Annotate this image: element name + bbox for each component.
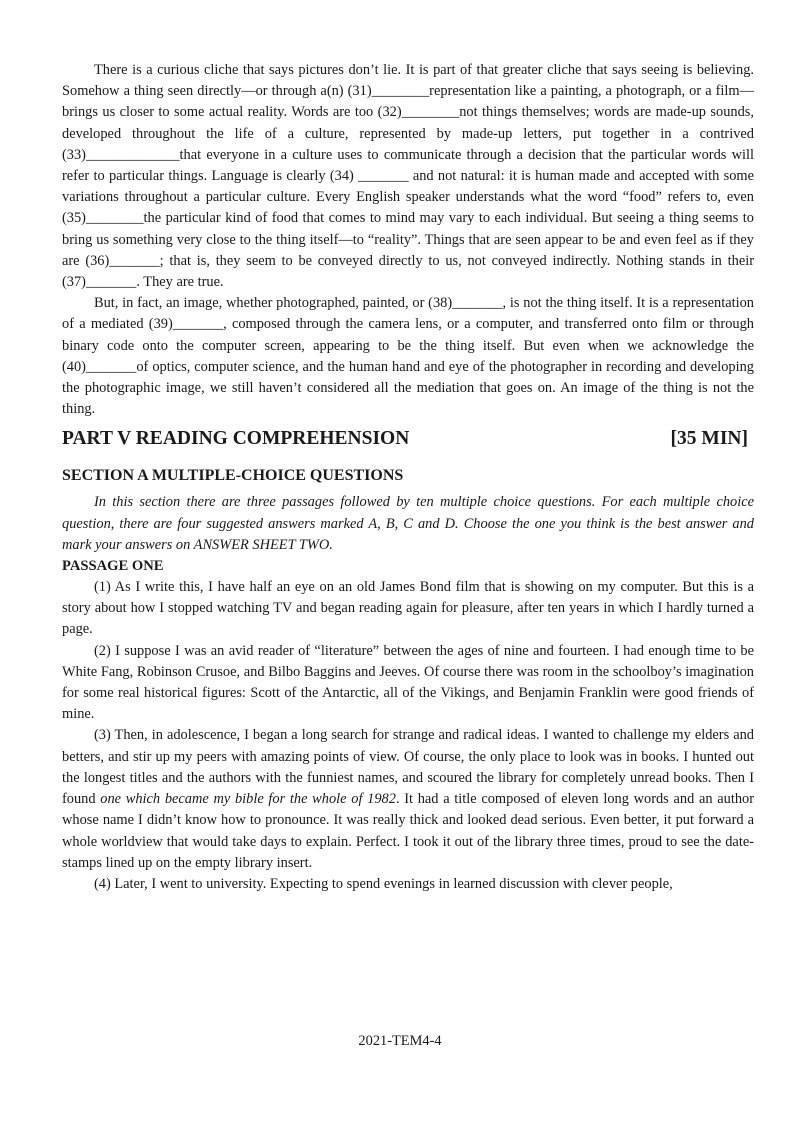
- answer-blank: ________: [371, 83, 430, 100]
- answer-blank: _______: [85, 358, 137, 375]
- section-instructions: In this section there are three passages followed by ten multiple choice questions. For each multiple choice question, there are four suggested answers marked A, B, C and D. Choose the one you think is the best answer and mark your answers on ANSWER SHEET TWO.: [62, 494, 754, 553]
- text-segment: not things themselves; words are made-up sounds, developed throughout the life of a culture, represented by made-up letters, put together in a contrived (33): [62, 104, 754, 163]
- text-segment: that everyone in a culture uses to communicate through a decision that the particular words will refer to particular things. Language is clearly (34): [62, 146, 754, 185]
- text-segment: (2) I suppose I was an avid reader of “literature” between the ages of nine and fourteen. I had enough time to be White Fang, Robinson Crusoe, and Bilbo Baggins and Jeeves. Of course there was room in the schoolboy’s imagination for some real historical figures: Scott of the Antarctic, all of the Vikings, and Benjamin Franklin were good friends of mine.: [62, 642, 754, 723]
- passage-paragraph: [62, 725, 754, 873]
- answer-blank: _______: [85, 274, 137, 291]
- exam-page: [62, 60, 754, 895]
- passage-paragraph: [62, 577, 754, 641]
- answer-blank: _______: [452, 295, 503, 312]
- text-segment: of optics, computer science, and the human hand and eye of the photographer in recording and developing the photographic image, we still haven’t considered all the mediation that goes on. An image of the thing is not the thing.: [62, 358, 754, 418]
- cloze-paragraph: [62, 293, 754, 420]
- part-title: PART V READING COMPREHENSION: [62, 428, 410, 450]
- passage-title: PASSAGE ONE: [62, 558, 164, 575]
- text-segment: (4) Later, I went to university. Expecting to spend evenings in learned discussion with clever people,: [94, 875, 673, 892]
- text-segment: , is not the thing itself. It is a representation of a mediated (39): [62, 295, 754, 333]
- passage-paragraph: [62, 641, 754, 726]
- text-segment: (1) As I write this, I have half an eye on an old James Bond film that is showing on my computer. But this is a story about how I stopped watching TV and began reading again for pleasure, after ten years in which I hardly turned a page.: [62, 579, 754, 638]
- text-segment: and not natural: it is human made and accepted with some variations throughout a particular culture. Every English speaker understands what the word “food” refers to, even (35): [62, 168, 754, 227]
- text-segment: . It had a title composed of eleven long words and an author whose name I didn’t know how to pronounce. It was really thick and looked dead serious. Even better, it put forward a whole worldview that would take days to explain. Perfect. I took it out of the library three times, proud to see the date-stamps lined up on the empty library insert.: [62, 791, 754, 871]
- text-segment: There is a curious cliche that says pictures don’t lie. It is part of that greater cliche that says seeing is believing. Somehow a thing seen directly—or through a(n) (31): [62, 62, 754, 100]
- text-segment: ; that is, they seem to be conveyed directly to us, not conveyed indirectly. Nothing stands in their (37): [62, 252, 755, 291]
- cloze-passage: [62, 60, 754, 420]
- text-segment: But, in fact, an image, whether photographed, painted, or (38): [94, 295, 453, 312]
- answer-blank: _______: [358, 168, 409, 185]
- text-segment: one which became my bible for the whole of 1982: [100, 791, 396, 808]
- text-segment: , composed through the camera lens, or a computer, and transferred onto film or through binary code onto the computer screen, appearing to be the thing itself. But even when we acknowledge the (40): [62, 316, 754, 375]
- text-segment: (3) Then, in adolescence, I began a long search for strange and radical ideas. I wanted to challenge my elders and betters, and stir up my peers with amazing points of view. Of course, the only place to look was in books. I hunted out the longest titles and the authors with the funniest names, and scoured the library for completely unread books. Then I found: [62, 727, 754, 808]
- text-segment: . They are true.: [136, 274, 224, 291]
- answer-blank: ________: [401, 104, 460, 121]
- answer-blank: _______: [109, 252, 160, 269]
- answer-blank: _____________: [85, 146, 180, 163]
- part-time-limit: [35 MIN]: [670, 428, 748, 450]
- page-footer: 2021-TEM4-4: [358, 1033, 442, 1049]
- answer-blank: _______: [172, 316, 224, 333]
- text-segment: the particular kind of food that comes to mind may vary to each individual. But seeing a thing seems to bring us something very close to the thing itself—to “reality”. Things that are seen appear to be and even feel as if they are (36): [62, 210, 754, 269]
- passage-paragraph: [62, 874, 754, 895]
- section-heading: SECTION A MULTIPLE-CHOICE QUESTIONS: [62, 467, 404, 485]
- passage-one-body: [62, 577, 754, 895]
- part-heading: [62, 424, 754, 454]
- cloze-paragraph: [62, 60, 754, 293]
- text-segment: representation like a painting, a photograph, or a film—brings us closer to some actual reality. Words are too (32): [62, 83, 754, 121]
- answer-blank: ________: [85, 210, 144, 227]
